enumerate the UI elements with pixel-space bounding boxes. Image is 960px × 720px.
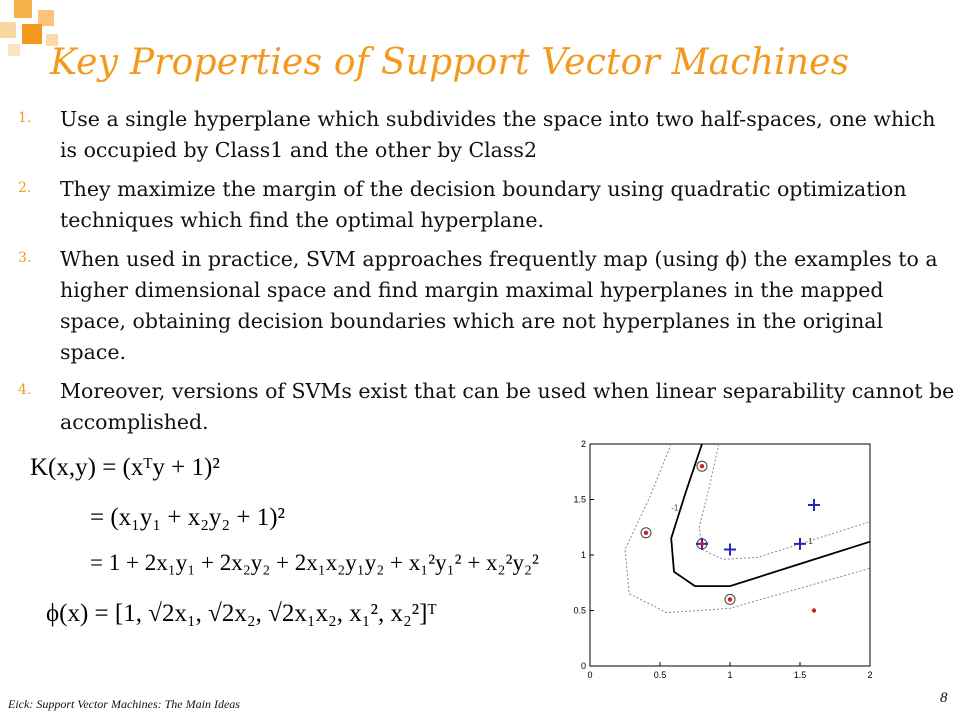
y-tick-label: 1.5: [573, 494, 586, 505]
item-number: 2.: [18, 180, 32, 196]
item-text: They maximize the margin of the decision boundary using quadratic optimization techniques which find the optimal hyperplane.: [60, 177, 907, 232]
list-item: [18, 376, 955, 438]
list-item: [18, 244, 955, 368]
x-tick-label: 1: [727, 670, 733, 680]
class-dot-point: [644, 531, 648, 535]
item-number: 3.: [18, 250, 32, 266]
x-tick-label: 1.5: [793, 670, 807, 680]
svm-decision-boundary-plot: [560, 436, 954, 710]
kernel-equation: K(x,y) = (xᵀy + 1)²: [30, 454, 220, 481]
feature-map-equation: ϕ(x) = [1, √2x₁, √2x₂, √2x₁x₂, x₁², x₂²]ᵀ: [46, 600, 437, 627]
list-item: [18, 174, 955, 236]
contour-label: 1: [808, 536, 813, 546]
kernel-expansion-equation: = (x₁y₁ + x₂y₂ + 1)²: [90, 504, 286, 531]
x-tick-label: 2: [867, 670, 873, 680]
y-tick-label: 2: [580, 439, 586, 449]
kernel-polynomial-equation: = 1 + 2x₁y₁ + 2x₂y₂ + 2x₁x₂y₁y₂ + x₁²y₁² + x₂²y₂²: [90, 550, 539, 575]
item-number: 1.: [18, 110, 32, 126]
y-tick-label: 0.5: [573, 605, 586, 616]
item-text: Moreover, versions of SVMs exist that can be used when linear separability cannot be accomplished.: [60, 379, 955, 434]
footer-text: Eick: Support Vector Machines: The Main Ideas: [8, 697, 240, 711]
x-tick-label: 0: [587, 670, 593, 680]
class-dot-point: [700, 542, 704, 546]
item-text: Use a single hyperplane which subdivides the space into two half-spaces, one which is occupied by Class1 and the other by Class2: [60, 107, 936, 162]
contour-label: -1: [671, 503, 679, 513]
page-number: 8: [940, 690, 948, 706]
item-text: When used in practice, SVM approaches frequently map (using ϕ) the examples to a higher dimensional space and find margin maximal hyperplanes in the mapped space, obtaining decision boundaries which are not hyperplanes in the original space.: [60, 247, 938, 364]
class-dot-point: [812, 608, 816, 612]
x-tick-label: 0.5: [653, 670, 667, 680]
class-dot-point: [728, 597, 732, 601]
bullet-list: [18, 104, 955, 446]
list-item: [18, 104, 955, 166]
y-tick-label: 0: [580, 661, 586, 671]
item-number: 4.: [18, 382, 32, 398]
slide-title: Key Properties of Support Vector Machines: [50, 42, 850, 83]
class-dot-point: [700, 464, 704, 468]
y-tick-label: 1: [580, 550, 586, 560]
